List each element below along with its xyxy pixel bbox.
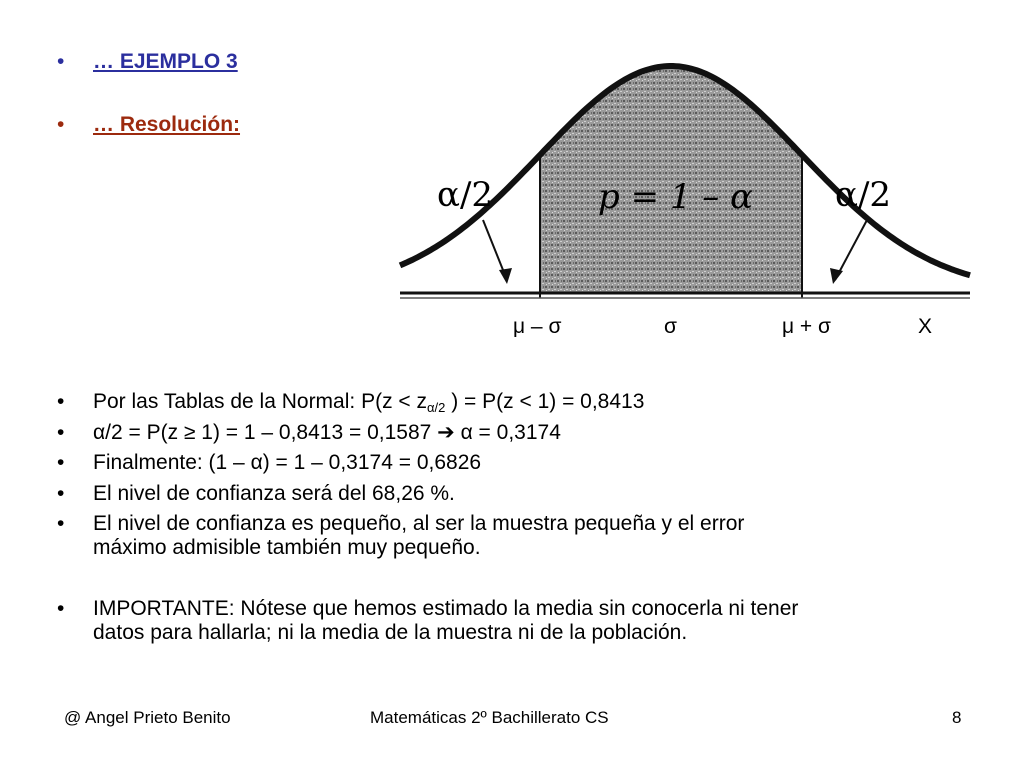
footer-course: Matemáticas 2º Bachillerato CS — [370, 708, 609, 727]
bullet: • — [57, 512, 65, 535]
heading-resolution-text: … Resolución: — [93, 113, 241, 136]
line-6-text-a: IMPORTANTE: Nótese que hemos estimado la media sin conocerla ni tener — [93, 597, 799, 620]
line-1-post: ) = P(z < 1) = 0,8413 — [445, 390, 645, 413]
line-5-text-a: El nivel de confianza es pequeño, al ser la muestra pequeña y el error — [93, 512, 745, 535]
axis-label-mu-minus-sigma: μ – σ — [513, 315, 562, 338]
bullet: • — [57, 482, 65, 505]
line-1-sub: α/2 — [427, 400, 446, 415]
line-1-pre: Por las Tablas de la Normal: P(z < z — [93, 390, 428, 413]
alpha-right-label: α/2 — [835, 175, 892, 215]
bullet: • — [57, 597, 65, 620]
bullet: • — [57, 113, 65, 136]
bullet: • — [57, 451, 65, 474]
axis-label-mu-plus-sigma: μ + σ — [782, 315, 831, 338]
bullet: • — [57, 421, 65, 444]
bullet: • — [57, 50, 65, 73]
line-3-text: Finalmente: (1 – α) = 1 – 0,3174 = 0,6826 — [93, 451, 482, 474]
line-1-text — [93, 390, 644, 420]
axis-label-sigma: σ — [664, 315, 677, 338]
bullet: • — [57, 390, 65, 413]
normal-curve-figure — [395, 58, 975, 308]
footer-author: @ Angel Prieto Benito — [64, 708, 231, 727]
heading-example-text: … EJEMPLO 3 — [93, 50, 238, 73]
alpha-left-label: α/2 — [437, 175, 494, 215]
axis-label-x: X — [918, 315, 933, 338]
line-2-text: α/2 = P(z ≥ 1) = 1 – 0,8413 = 0,1587 ➔ α = 0,3174 — [93, 421, 561, 444]
line-5-text-b: máximo admisible también muy pequeño. — [93, 536, 481, 559]
line-4-text: El nivel de confianza será del 68,26 %. — [93, 482, 455, 505]
left-arrow-head — [499, 268, 512, 284]
line-6-text-b: datos para hallarla; ni la media de la muestra ni de la población. — [93, 621, 688, 644]
p-label: p = 1 – α — [598, 177, 754, 217]
footer-page-number: 8 — [952, 708, 962, 727]
